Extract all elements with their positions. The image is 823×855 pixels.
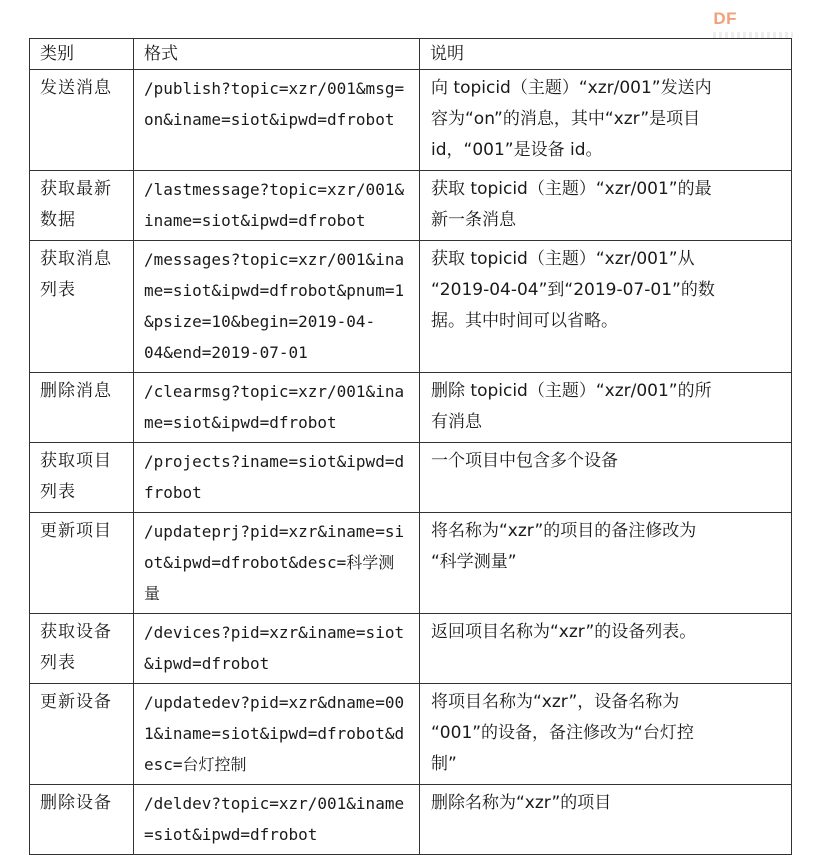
format-cell <box>134 171 420 241</box>
table-row <box>30 373 792 443</box>
category-cell: 获取设备 列表 <box>30 614 134 684</box>
description-line: 将名称为“xzr”的项目的备注修改为 <box>431 521 697 541</box>
category-cell: 发送消息 <box>30 70 134 171</box>
table-row <box>30 443 792 513</box>
category-cell: 更新项目 <box>30 513 134 614</box>
table-header-row <box>30 39 792 70</box>
description-line: 删除 topicid（主题）“xzr/001”的所 <box>431 381 712 401</box>
description-cell <box>420 443 792 513</box>
format-cell <box>134 513 420 614</box>
format-line: /projects?iname=siot&ipwd=d <box>144 452 405 471</box>
description-line: 据。其中时间可以省略。 <box>431 311 618 331</box>
table-row <box>30 614 792 684</box>
format-line: &psize=10&begin=2019-04- <box>144 312 376 331</box>
format-line: /updateprj?pid=xzr&iname=si <box>144 522 405 541</box>
description-line: 获取 topicid（主题）“xzr/001”从 <box>431 249 695 269</box>
format-line: /lastmessage?topic=xzr/001& <box>144 180 405 199</box>
format-line: 04&end=2019-07-01 <box>144 343 308 362</box>
category-cell: 获取最新 数据 <box>30 171 134 241</box>
format-line: esc=台灯控制 <box>144 755 247 774</box>
description-line: 有消息 <box>431 412 482 432</box>
description-line: 新一条消息 <box>431 210 516 230</box>
format-line: /clearmsg?topic=xzr/001&ina <box>144 382 405 401</box>
table-row <box>30 785 792 855</box>
description-line: 返回项目名称为“xzr”的设备列表。 <box>431 622 697 642</box>
header-description: 说明 <box>420 39 792 70</box>
description-cell <box>420 70 792 171</box>
table-row <box>30 171 792 241</box>
table-row <box>30 684 792 785</box>
header-format: 格式 <box>134 39 420 70</box>
description-line: “2019-04-04”到“2019-07-01”的数 <box>431 280 715 300</box>
table-row <box>30 241 792 373</box>
description-cell <box>420 513 792 614</box>
format-line: &ipwd=dfrobot <box>144 654 270 673</box>
description-line: 获取 topicid（主题）“xzr/001”的最 <box>431 179 712 199</box>
table-row <box>30 513 792 614</box>
category-cell: 删除消息 <box>30 373 134 443</box>
category-cell: 获取消息 列表 <box>30 241 134 373</box>
format-cell <box>134 684 420 785</box>
description-line: 将项目名称为“xzr”，设备名称为 <box>431 692 680 712</box>
description-cell <box>420 614 792 684</box>
description-line: “科学测量” <box>431 552 517 572</box>
format-line: =siot&ipwd=dfrobot <box>144 825 318 844</box>
category-cell: 获取项目 列表 <box>30 443 134 513</box>
description-line: 容为“on”的消息，其中“xzr”是项目 <box>431 109 701 129</box>
format-line: on&iname=siot&ipwd=dfrobot <box>144 110 395 129</box>
description-line: 删除名称为“xzr”的项目 <box>431 793 612 813</box>
format-line: /devices?pid=xzr&iname=siot <box>144 623 405 642</box>
description-cell <box>420 785 792 855</box>
header-category: 类别 <box>30 39 134 70</box>
description-cell <box>420 171 792 241</box>
format-cell <box>134 241 420 373</box>
format-cell <box>134 373 420 443</box>
format-cell <box>134 785 420 855</box>
description-line: “001”的设备，备注修改为“台灯控 <box>431 723 694 743</box>
format-cell <box>134 70 420 171</box>
format-line: me=siot&ipwd=dfrobot&pnum=1 <box>144 281 405 300</box>
description-line: 一个项目中包含多个设备 <box>431 451 618 471</box>
format-line: 量 <box>144 584 161 603</box>
format-line: /updatedev?pid=xzr&dname=00 <box>144 693 405 712</box>
description-cell <box>420 373 792 443</box>
format-line: /publish?topic=xzr/001&msg= <box>144 79 405 98</box>
format-cell <box>134 443 420 513</box>
description-cell <box>420 684 792 785</box>
category-cell: 删除设备 <box>30 785 134 855</box>
format-cell <box>134 614 420 684</box>
description-cell <box>420 241 792 373</box>
description-line: 制” <box>431 754 457 774</box>
format-line: /deldev?topic=xzr/001&iname <box>144 794 405 813</box>
description-line: id，“001”是设备 id。 <box>431 140 603 160</box>
format-line: me=siot&ipwd=dfrobot <box>144 413 337 432</box>
format-line: /messages?topic=xzr/001&ina <box>144 250 405 269</box>
format-line: frobot <box>144 483 202 502</box>
description-line: 向 topicid（主题）“xzr/001”发送内 <box>431 78 712 98</box>
format-line: iname=siot&ipwd=dfrobot <box>144 211 366 230</box>
format-line: ot&ipwd=dfrobot&desc=科学测 <box>144 553 395 572</box>
table-row <box>30 70 792 171</box>
df-logo: DF <box>713 9 737 28</box>
category-cell: 更新设备 <box>30 684 134 785</box>
api-table <box>29 38 792 855</box>
format-line: 1&iname=siot&ipwd=dfrobot&d <box>144 724 405 743</box>
